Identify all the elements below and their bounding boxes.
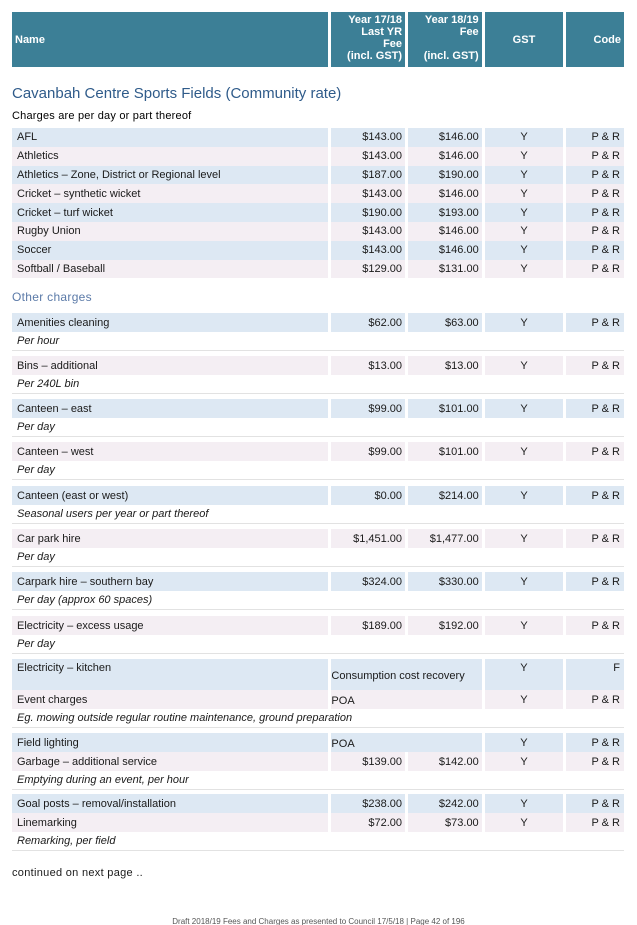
row-fee-last-year: $62.00: [331, 313, 405, 332]
header-fee-this-year: [408, 12, 482, 67]
row-gst: Y: [485, 203, 564, 222]
header-fee1-line: Last YR: [361, 26, 403, 38]
row-gst: Y: [485, 572, 564, 591]
table-row: [12, 529, 624, 548]
row-note: Per day: [12, 418, 624, 437]
row-fee-this-year: $146.00: [408, 147, 482, 166]
row-code: F: [566, 659, 624, 690]
row-name: Athletics: [12, 147, 328, 166]
row-code: P & R: [566, 166, 624, 185]
row-name: Canteen (east or west): [12, 486, 328, 505]
row-fee-last-year: $99.00: [331, 442, 405, 461]
row-name: Soccer: [12, 241, 328, 260]
row-code: P & R: [566, 529, 624, 548]
row-fee-this-year: $142.00: [408, 752, 482, 771]
row-fee-this-year: $101.00: [408, 399, 482, 418]
row-code: P & R: [566, 794, 624, 813]
fee-item-carpark-south: [12, 572, 624, 610]
row-code: P & R: [566, 260, 624, 279]
row-name: Canteen – east: [12, 399, 328, 418]
row-name: Cricket – synthetic wicket: [12, 184, 328, 203]
row-fee-this-year: $192.00: [408, 616, 482, 635]
section-subtitle: Charges are per day or part thereof: [12, 110, 192, 122]
row-gst: Y: [485, 813, 564, 832]
row-code: P & R: [566, 399, 624, 418]
section-title: Cavanbah Centre Sports Fields (Community rate): [12, 85, 342, 102]
row-note: Per day: [12, 461, 624, 480]
row-fee-this-year: $101.00: [408, 442, 482, 461]
row-gst: Y: [485, 733, 564, 752]
row-name: Electricity – kitchen: [12, 659, 328, 690]
row-name: AFL: [12, 128, 328, 147]
table-row: [12, 399, 624, 418]
row-name: Carpark hire – southern bay: [12, 572, 328, 591]
header-fee1-line: Fee: [383, 38, 403, 50]
row-name: Athletics – Zone, District or Regional level: [12, 166, 328, 185]
row-gst: Y: [485, 442, 564, 461]
fee-item-canteen-either: [12, 486, 624, 524]
table-row: [12, 241, 624, 260]
row-gst: Y: [485, 794, 564, 813]
row-gst: Y: [485, 184, 564, 203]
header-code: Code: [566, 12, 624, 67]
row-fee-last-year: $143.00: [331, 222, 405, 241]
row-code: P & R: [566, 147, 624, 166]
row-gst: Y: [485, 147, 564, 166]
row-gst: Y: [485, 241, 564, 260]
row-fee-combined: POA: [331, 690, 481, 709]
table-row: [12, 813, 624, 832]
row-gst: Y: [485, 752, 564, 771]
row-fee-last-year: $72.00: [331, 813, 405, 832]
fee-item-canteen-east: [12, 399, 624, 437]
row-fee-last-year: $143.00: [331, 241, 405, 260]
continued-note: continued on next page ..: [12, 867, 144, 879]
row-code: P & R: [566, 203, 624, 222]
table-row: [12, 222, 624, 241]
table-row: [12, 203, 624, 222]
row-code: P & R: [566, 356, 624, 375]
header-fee2-line: Fee: [459, 26, 479, 38]
row-note: Emptying during an event, per hour: [12, 771, 624, 790]
table-row: [12, 733, 624, 752]
table-row: [12, 486, 624, 505]
table-row: [12, 356, 624, 375]
row-fee-this-year: $146.00: [408, 184, 482, 203]
table-row: [12, 313, 624, 332]
row-note: Per hour: [12, 332, 624, 351]
table-row: [12, 572, 624, 591]
fee-item-canteen-west: [12, 442, 624, 480]
row-name: Softball / Baseball: [12, 260, 328, 279]
row-name: Amenities cleaning: [12, 313, 328, 332]
table-header: [12, 12, 624, 67]
row-fee-last-year: $143.00: [331, 128, 405, 147]
row-fee-this-year: $330.00: [408, 572, 482, 591]
row-note: Remarking, per field: [12, 832, 624, 851]
row-fee-last-year: $1,451.00: [331, 529, 405, 548]
row-note: Per day (approx 60 spaces): [12, 591, 624, 610]
row-code: P & R: [566, 690, 624, 709]
row-name: Rugby Union: [12, 222, 328, 241]
row-name: Electricity – excess usage: [12, 616, 328, 635]
header-fee2-line: Year 18/19: [424, 14, 479, 26]
row-gst: Y: [485, 222, 564, 241]
row-fee-last-year: $143.00: [331, 184, 405, 203]
table-row: [12, 260, 624, 279]
row-fee-combined: POA: [331, 733, 481, 752]
row-fee-last-year: $190.00: [331, 203, 405, 222]
table-row: [12, 616, 624, 635]
table-row: [12, 659, 624, 690]
row-name: Bins – additional: [12, 356, 328, 375]
row-fee-last-year: $238.00: [331, 794, 405, 813]
row-name: Field lighting: [12, 733, 328, 752]
row-gst: Y: [485, 166, 564, 185]
row-code: P & R: [566, 752, 624, 771]
row-note: Per day: [12, 635, 624, 654]
row-fee-this-year: $1,477.00: [408, 529, 482, 548]
row-gst: Y: [485, 313, 564, 332]
row-fee-last-year: $187.00: [331, 166, 405, 185]
row-gst: Y: [485, 260, 564, 279]
row-fee-this-year: $242.00: [408, 794, 482, 813]
table-row: [12, 128, 624, 147]
row-name: Event charges: [12, 690, 328, 709]
row-fee-this-year: $193.00: [408, 203, 482, 222]
fee-item-field-lighting: [12, 733, 624, 790]
row-name: Linemarking: [12, 813, 328, 832]
row-fee-this-year: $146.00: [408, 128, 482, 147]
row-fee-last-year: $139.00: [331, 752, 405, 771]
row-name: Garbage – additional service: [12, 752, 328, 771]
table-row: [12, 794, 624, 813]
row-note: Seasonal users per year or part thereof: [12, 505, 624, 524]
row-note: Per day: [12, 548, 624, 567]
row-gst: Y: [485, 128, 564, 147]
table-row: [12, 752, 624, 771]
row-gst: Y: [485, 356, 564, 375]
row-fee-this-year: $146.00: [408, 241, 482, 260]
header-name: Name: [12, 12, 328, 67]
table-row: [12, 147, 624, 166]
row-code: P & R: [566, 222, 624, 241]
row-fee-last-year: $13.00: [331, 356, 405, 375]
row-gst: Y: [485, 529, 564, 548]
row-fee-this-year: $13.00: [408, 356, 482, 375]
row-fee-last-year: $324.00: [331, 572, 405, 591]
table-row: [12, 442, 624, 461]
header-gst: GST: [485, 12, 564, 67]
header-fee2-line: [408, 38, 479, 50]
fee-item-electricity-kitchen: [12, 659, 624, 728]
row-name: Canteen – west: [12, 442, 328, 461]
table-row: [12, 690, 624, 709]
fee-item-electricity-excess: [12, 616, 624, 654]
row-fee-last-year: $99.00: [331, 399, 405, 418]
row-gst: Y: [485, 616, 564, 635]
row-code: P & R: [566, 486, 624, 505]
table-row: [12, 166, 624, 185]
header-fee1-line: Year 17/18: [348, 14, 403, 26]
row-gst: Y: [485, 690, 564, 709]
row-fee-last-year: $129.00: [331, 260, 405, 279]
row-code: P & R: [566, 733, 624, 752]
row-fee-last-year: $189.00: [331, 616, 405, 635]
row-code: P & R: [566, 572, 624, 591]
row-gst: Y: [485, 399, 564, 418]
other-charges-title: Other charges: [12, 290, 92, 304]
fee-item-car-park: [12, 529, 624, 567]
row-code: P & R: [566, 184, 624, 203]
row-name: Car park hire: [12, 529, 328, 548]
row-note: Eg. mowing outside regular routine maintenance, ground preparation: [12, 709, 624, 728]
fee-item-goal-posts: [12, 794, 624, 851]
row-code: P & R: [566, 241, 624, 260]
row-code: P & R: [566, 442, 624, 461]
page-footer: Draft 2018/19 Fees and Charges as presented to Council 17/5/18 | Page 42 of 196: [172, 917, 465, 925]
row-code: P & R: [566, 313, 624, 332]
row-code: P & R: [566, 128, 624, 147]
fee-item-bins: [12, 356, 624, 394]
row-gst: Y: [485, 659, 564, 690]
row-fee-this-year: $190.00: [408, 166, 482, 185]
header-fee2-line: (incl. GST): [423, 50, 479, 62]
row-fee-combined: Consumption cost recovery: [331, 659, 481, 690]
header-fee1-line: (incl. GST): [347, 50, 403, 62]
row-name: Cricket – turf wicket: [12, 203, 328, 222]
row-fee-last-year: $0.00: [331, 486, 405, 505]
row-fee-this-year: $214.00: [408, 486, 482, 505]
row-gst: Y: [485, 486, 564, 505]
row-name: Goal posts – removal/installation: [12, 794, 328, 813]
row-fee-this-year: $73.00: [408, 813, 482, 832]
sports-fee-list: [12, 128, 624, 278]
row-fee-last-year: $143.00: [331, 147, 405, 166]
row-fee-this-year: $131.00: [408, 260, 482, 279]
row-fee-this-year: $63.00: [408, 313, 482, 332]
table-row: [12, 184, 624, 203]
row-note: Per 240L bin: [12, 375, 624, 394]
header-fee-last-year: [331, 12, 405, 67]
row-code: P & R: [566, 616, 624, 635]
fee-item-amenities: [12, 313, 624, 351]
row-fee-this-year: $146.00: [408, 222, 482, 241]
row-code: P & R: [566, 813, 624, 832]
